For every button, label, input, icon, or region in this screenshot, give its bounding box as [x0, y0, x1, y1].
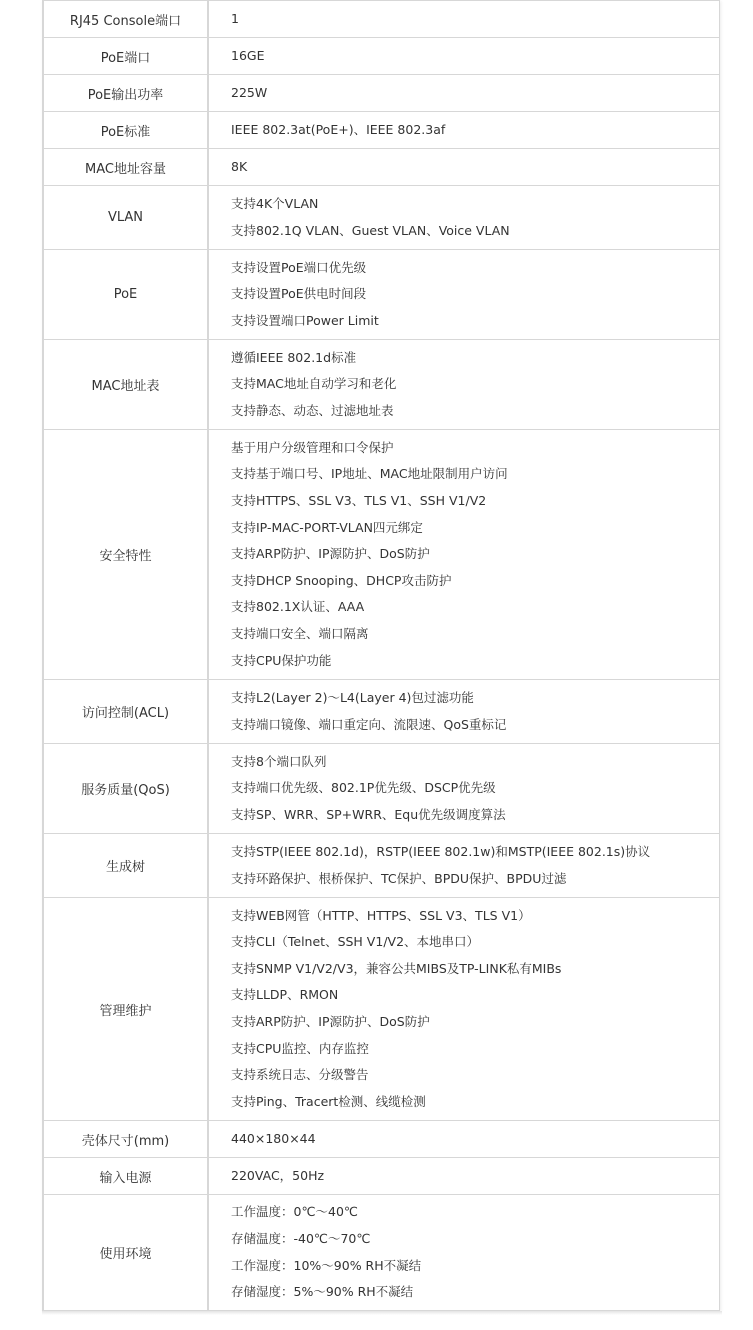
spec-value: [208, 149, 720, 186]
spec-value-line: 220VAC，50Hz: [231, 1167, 325, 1183]
specification-table: [42, 0, 720, 1311]
spec-value-line: 16GE: [231, 47, 265, 63]
spec-label: 壳体尺寸(mm): [43, 1121, 208, 1158]
spec-label: 管理维护: [43, 898, 208, 1121]
spec-label: RJ45 Console端口: [43, 1, 208, 38]
spec-value-line: 支持基于端口号、IP地址、MAC地址限制用户访问: [231, 466, 508, 482]
spec-row: [43, 186, 720, 250]
spec-value-line: 支持设置PoE端口优先级: [231, 259, 367, 275]
spec-row: [43, 1195, 720, 1311]
spec-value-line: 1: [231, 10, 239, 26]
specification-table-body: [43, 1, 720, 1311]
spec-value: [208, 250, 720, 340]
spec-value-line: 支持环路保护、根桥保护、TC保护、BPDU保护、BPDU过滤: [231, 870, 567, 886]
spec-value-line: 支持静态、动态、过滤地址表: [231, 402, 394, 418]
spec-value: [208, 186, 720, 250]
spec-row: [43, 149, 720, 186]
spec-label: 输入电源: [43, 1158, 208, 1195]
spec-row: [43, 340, 720, 430]
spec-value-line: 支持L2(Layer 2)～L4(Layer 4)包过滤功能: [231, 689, 474, 705]
spec-row: [43, 430, 720, 680]
spec-value-line: 支持SNMP V1/V2/V3，兼容公共MIBS及TP-LINK私有MIBs: [231, 960, 562, 976]
spec-value-line: 支持Ping、Tracert检测、线缆检测: [231, 1093, 426, 1109]
spec-value-line: 支持WEB网管（HTTP、HTTPS、SSL V3、TLS V1）: [231, 907, 531, 923]
spec-label: PoE端口: [43, 38, 208, 75]
spec-value-line: 支持STP(IEEE 802.1d)，RSTP(IEEE 802.1w)和MSTP(IEEE 802.1s)协议: [231, 843, 651, 859]
spec-label: 使用环境: [43, 1195, 208, 1311]
spec-label: PoE: [43, 250, 208, 340]
spec-label: 安全特性: [43, 430, 208, 680]
spec-value: [208, 1195, 720, 1311]
spec-value: [208, 1121, 720, 1158]
spec-value-line: 遵循IEEE 802.1d标准: [231, 349, 357, 365]
spec-value: [208, 1, 720, 38]
spec-value: [208, 430, 720, 680]
spec-value-line: 支持端口优先级、802.1P优先级、DSCP优先级: [231, 780, 496, 796]
spec-value-line: 8K: [231, 158, 248, 174]
spec-value-line: 支持端口安全、端口隔离: [231, 625, 369, 641]
spec-value-line: 支持4K个VLAN: [231, 195, 319, 211]
spec-value-line: 支持ARP防护、IP源防护、DoS防护: [231, 1014, 430, 1029]
spec-value-line: 支持802.1Q VLAN、Guest VLAN、Voice VLAN: [231, 222, 510, 238]
spec-row: [43, 680, 720, 744]
spec-value: [208, 38, 720, 75]
table-bottom-shadow: [42, 1311, 722, 1315]
spec-value: [208, 680, 720, 744]
spec-value-line: 存储温度：-40℃～70℃: [231, 1230, 371, 1246]
spec-row: [43, 38, 720, 75]
spec-value-line: 存储湿度：5%～90% RH不凝结: [231, 1284, 414, 1300]
spec-row: [43, 1158, 720, 1195]
spec-row: [43, 75, 720, 112]
spec-row: [43, 112, 720, 149]
spec-row: [43, 744, 720, 834]
spec-value-line: 支持端口镜像、端口重定向、流限速、QoS重标记: [231, 716, 507, 732]
spec-value-line: 工作温度：0℃～40℃: [231, 1204, 358, 1220]
spec-value-line: 基于用户分级管理和口令保护: [231, 439, 394, 455]
spec-value-line: 支持8个端口队列: [231, 753, 327, 769]
spec-row: [43, 250, 720, 340]
spec-row: [43, 1121, 720, 1158]
spec-row: [43, 834, 720, 898]
spec-value-line: 225W: [231, 84, 268, 100]
spec-value: [208, 898, 720, 1121]
spec-value: [208, 744, 720, 834]
spec-value-line: 支持802.1X认证、AAA: [231, 599, 365, 615]
spec-value-line: 支持HTTPS、SSL V3、TLS V1、SSH V1/V2: [231, 493, 487, 509]
spec-row: [43, 898, 720, 1121]
spec-row: [43, 1, 720, 38]
spec-value: [208, 75, 720, 112]
spec-value-line: 支持SP、WRR、SP+WRR、Equ优先级调度算法: [231, 806, 506, 822]
spec-value: [208, 1158, 720, 1195]
spec-label: MAC地址容量: [43, 149, 208, 186]
spec-label: PoE标准: [43, 112, 208, 149]
spec-value-line: 支持系统日志、分级警告: [231, 1067, 369, 1083]
spec-label: 生成树: [43, 834, 208, 898]
spec-label: VLAN: [43, 186, 208, 250]
spec-value-line: 支持LLDP、RMON: [231, 987, 339, 1003]
spec-label: MAC地址表: [43, 340, 208, 430]
spec-value-line: 440×180×44: [231, 1130, 316, 1146]
spec-value: [208, 340, 720, 430]
spec-value-line: 支持MAC地址自动学习和老化: [231, 376, 397, 392]
spec-label: 访问控制(ACL): [43, 680, 208, 744]
spec-value-line: IEEE 802.3at(PoE+)、IEEE 802.3af: [231, 121, 446, 137]
spec-value-line: 支持CPU保护功能: [231, 652, 332, 668]
spec-value-line: 支持CPU监控、内存监控: [231, 1040, 369, 1056]
spec-label: PoE输出功率: [43, 75, 208, 112]
spec-value-line: 支持CLI（Telnet、SSH V1/V2、本地串口）: [231, 934, 480, 950]
spec-value: [208, 112, 720, 149]
spec-label: 服务质量(QoS): [43, 744, 208, 834]
spec-value-line: 支持DHCP Snooping、DHCP攻击防护: [231, 572, 452, 588]
spec-value-line: 支持IP-MAC-PORT-VLAN四元绑定: [231, 519, 423, 535]
spec-value-line: 支持ARP防护、IP源防护、DoS防护: [231, 546, 430, 562]
spec-value-line: 支持设置PoE供电时间段: [231, 286, 367, 302]
spec-value-line: 支持设置端口Power Limit: [231, 312, 379, 328]
spec-value: [208, 834, 720, 898]
spec-value-line: 工作湿度：10%～90% RH不凝结: [231, 1257, 422, 1273]
